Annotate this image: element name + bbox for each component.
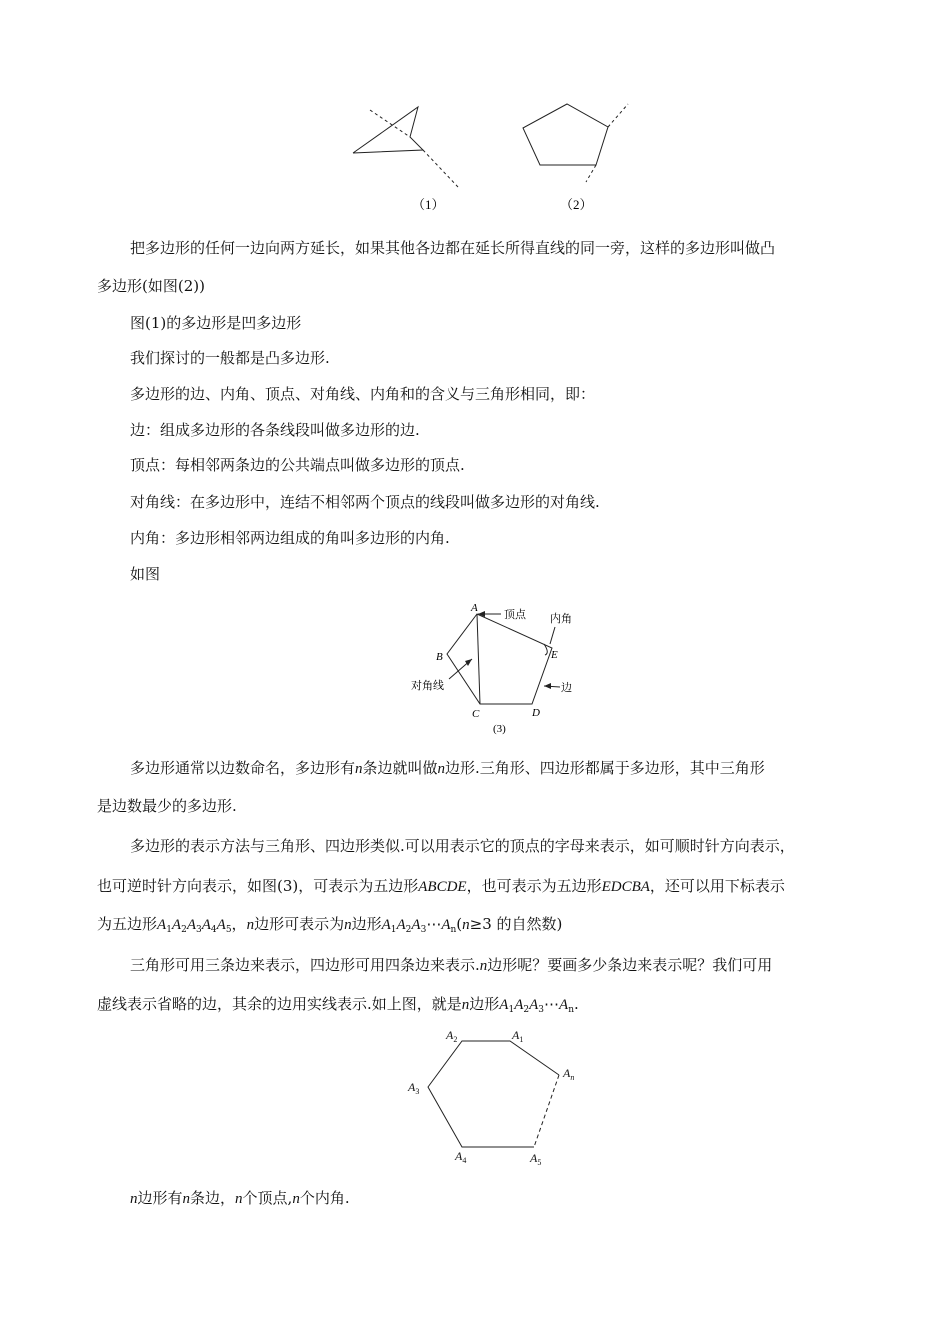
paragraph-side-definition: 边：组成多边形的各条线段叫做多边形的边. [130,421,420,439]
label-a5: $A_5$ [530,1151,542,1167]
paragraph-convex-definition: 把多边形的任何一边向两方延长，如果其他各边都在延长所得直线的同一旁，这样的多边形叫做凸 [130,239,776,257]
paragraph-interior-angle-definition: 内角：多边形相邻两边组成的角叫多边形的内角. [130,529,450,547]
figure-1-caption: （1） [412,197,445,212]
label-d: D [532,707,540,719]
paragraph-dashed-notation-cont: 虚线表示省略的边，其余的边用实线表示.如上图，就是n边形$A_1A_2A_3\cdots A_n$. [97,995,579,1015]
angle-pointer-line [550,627,555,644]
label-c: C [472,708,480,720]
figure-3-caption: (3) [493,723,506,735]
paragraph-terms-intro: 多边形的边、内角、顶点、对角线、内角和的含义与三角形相同，即： [130,385,596,403]
concave-polygon-figure-1 [353,107,458,187]
figure-3-pentagon [405,597,595,737]
n-gon-omitted-side [534,1075,559,1147]
figure-2-caption: （2） [560,197,593,212]
pentagon-abcde [447,614,552,704]
label-interior-angle: 内角 [550,613,572,625]
diagonal-ac [477,614,480,704]
paragraph-n-gon-summary: n边形有n条边，n个顶点,n个内角. [130,1189,350,1207]
label-e: E [551,649,558,661]
paragraph-concave-note: 图(1)的多边形是凹多边形 [130,314,302,332]
figure-1-2 [340,95,640,220]
paragraph-notation-line2: 也可逆时针方向表示，如图(3)，可表示为五边形ABCDE，也可表示为五边形EDCBA，还可以用下标表示 [97,877,785,895]
paragraph-notation: 多边形的表示方法与三角形、四边形类似.可以用表示它的顶点的字母来表示，如可顺时针方向表示， [130,837,795,855]
label-a4: $A_4$ [455,1149,467,1165]
figure-n-gon [400,1025,600,1170]
paragraph-naming: 多边形通常以边数命名，多边形有n条边就叫做n边形.三角形、四边形都属于多边形，其中三角形 [130,759,765,777]
label-diagonal: 对角线 [411,680,444,692]
paragraph-as-figure: 如图 [130,565,161,583]
diagonal-arrowhead [465,659,472,666]
paragraph-convex-note: 我们探讨的一般都是凸多边形. [130,349,330,367]
paragraph-convex-definition-cont: 多边形(如图(2)) [97,277,205,295]
convex-pentagon-figure-2 [523,104,628,182]
label-side: 边 [561,682,572,694]
label-an: $A_n$ [563,1066,575,1082]
side-arrowhead [544,683,551,689]
paragraph-naming-cont: 是边数最少的多边形. [97,797,237,815]
label-a2: $A_2$ [446,1028,458,1044]
label-a: A [471,602,478,614]
label-a1: $A_1$ [512,1028,524,1044]
label-b: B [436,651,443,663]
paragraph-notation-line3: 为五边形$A_1A_2A_3A_4A_5$，n边形可表示为n边形$A_1A_2A_3\cdots A_n(n\ge 3$ 的自然数) [97,915,563,935]
paragraph-dashed-notation: 三角形可用三条边来表示，四边形可用四条边来表示.n边形呢？要画多少条边来表示呢？我们可用 [130,956,773,974]
paragraph-vertex-definition: 顶点：每相邻两条边的公共端点叫做多边形的顶点. [130,456,465,474]
label-vertex: 顶点 [504,609,526,621]
label-a3: $A_3$ [408,1080,420,1096]
paragraph-diagonal-definition: 对角线：在多边形中，连结不相邻两个顶点的线段叫做多边形的对角线. [130,493,600,511]
